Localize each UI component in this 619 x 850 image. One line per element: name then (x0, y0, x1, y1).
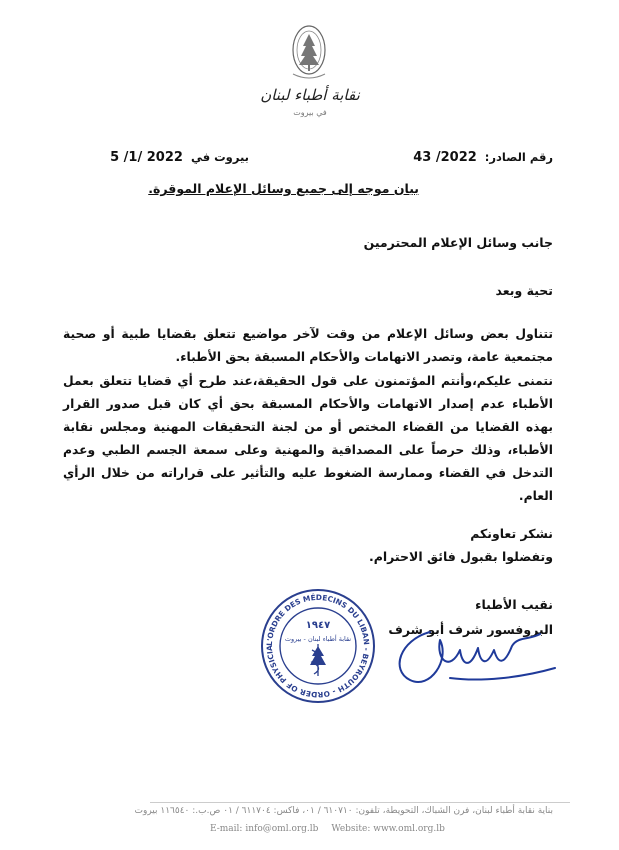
handwritten-signature (390, 620, 560, 690)
footer-contact (210, 824, 445, 834)
footer-website: Website: www.oml.org.lb (331, 824, 445, 834)
greeting: تحية وبعد (495, 283, 553, 298)
cedar-logo (284, 20, 334, 84)
date-value: 5 /1/ 2022 (110, 150, 183, 165)
salutation: جانب وسائل الإعلام المحترمين (363, 235, 553, 250)
reference-label: رقم الصادر: (484, 150, 553, 164)
stamp-outer-text: L'ORDRE DES MÉDECINS DU LIBAN - BEYROUTH - ORDER OF PHYSICIA (264, 592, 372, 700)
reference-number (413, 150, 553, 165)
reference-value: 43 /2022 (413, 150, 477, 165)
letter-body (63, 323, 553, 508)
closing-thanks: نشكر تعاونكم (470, 526, 553, 541)
footer-address: بناية نقابة أطباء لبنان، فرن الشباك، التحويطة، تلفون: ٦١٠٧١٠ / ٠١، فاكس: ٦١١٧٠٤ / ٠١ ص.ب.: ١١٦٥٤٠ بيروت (134, 806, 553, 816)
body-paragraph-2: نتمنى عليكم،وأنتم المؤتمنون على قول الحقيقة،عند طرح أي قضايا تتعلق بعمل الأطباء عدم إصدار الاتهامات والأحكام المسبقة بحق أي كان قبل صدور القرار بهذه القضايا من القضاء المختص أو من لجنة التحقيقات المهنية ومجلس نقابة الأطباء، وذلك حرصاً على المصداقية والمهنية وعلى سمعة الجسم الطبي وعدم التدخل في القضاء وممارسة الضغوط عليه والتأثير على قراراته من خلال الرأي العام. (63, 374, 553, 503)
established-line: في بيروت (293, 108, 327, 117)
body-paragraph-1: تتناول بعض وسائل الإعلام من وقت لآخر مواضيع تتعلق بقضايا طبية أو صحية مجتمعية عامة، وتصدر الاتهامات والأحكام المسبقة بحق الأطباء. (63, 327, 553, 364)
stamp-inner-text: نقابة أطباء لبنان - بيروت (284, 635, 352, 643)
stamp-year: ١٩٤٧ (305, 620, 331, 631)
signatory-title: نقيب الأطباء (475, 597, 553, 612)
signatory-name: البروفسور شرف أبو شرف (388, 622, 553, 637)
organization-name: نقابة أطباء لبنان (260, 86, 360, 104)
footer-email: E-mail: info@oml.org.lb (210, 824, 319, 834)
official-stamp (258, 586, 378, 706)
closing-regards: وتفضلوا بقبول فائق الاحترام. (368, 549, 553, 564)
subject-line: بيان موجه إلى جميع وسائل الإعلام الموقرة. (148, 181, 419, 196)
footer-divider (150, 802, 570, 803)
letter-date (110, 150, 249, 165)
date-label: بيروت في (190, 150, 249, 164)
